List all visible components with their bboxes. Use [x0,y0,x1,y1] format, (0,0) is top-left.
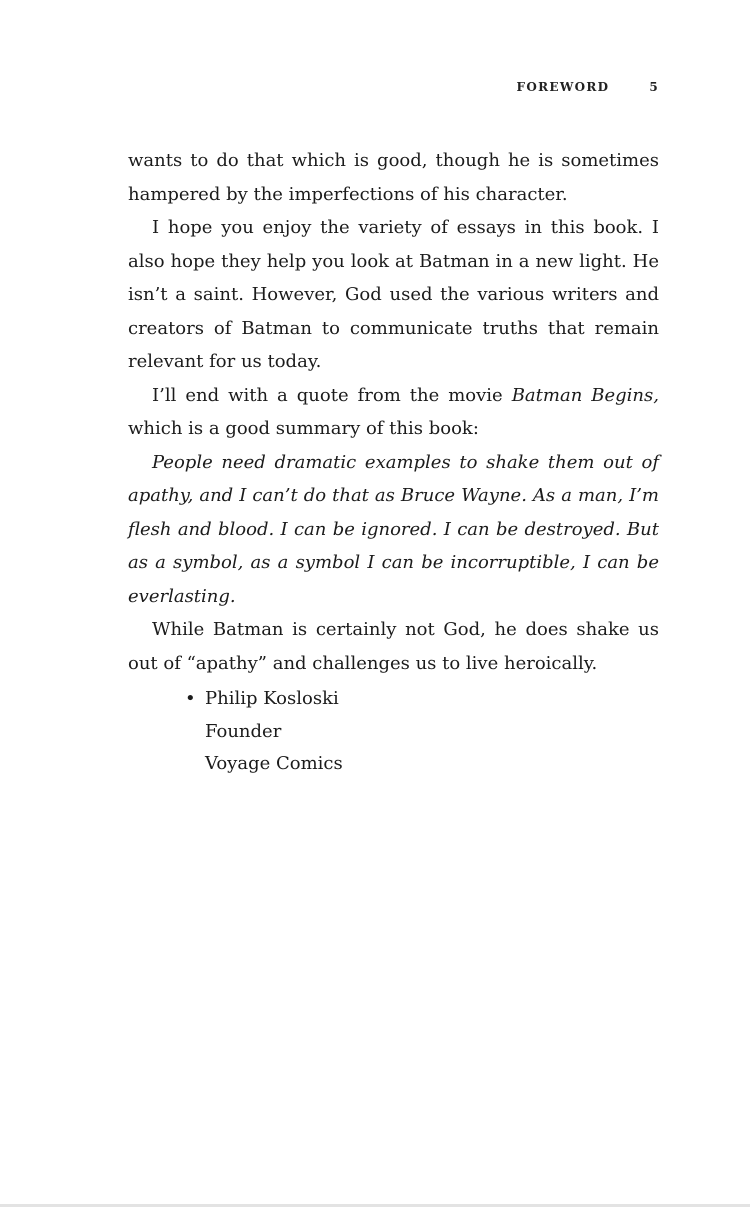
bullet-marker: • [185,688,196,709]
paragraph-hope: I hope you enjoy the variety of essays in this book. I also hope they help you look at Batman in a new light. He isn’t a saint. However, God used the various writers and creators of Batman to communicate truths that remain relevant for us today. [128,217,659,372]
paragraph-closing: While Batman is certainly not God, he does shake us out of “apathy” and challenges us to live heroically. [128,619,659,674]
page-number: 5 [649,80,659,94]
attribution-lines [205,683,343,781]
attribution-company: Voyage Comics [205,753,343,774]
body-text [128,144,659,680]
attribution-role: Founder [205,720,282,742]
running-header [128,0,659,94]
attribution-author: Philip Kosloski [205,688,339,709]
paragraph-quote-intro: I’ll end with a quote from the movie Batman Begins, which is a good summary of this book: [128,384,659,439]
quote-paragraph: People need dramatic examples to shake them out of apathy, and I can’t do that as Bruce Wayne. As a man, I’m flesh and blood. I can be ignored. I can be destroyed. But as a symbol, as a symbol I can be incorruptible, I can be everlasting. [128,451,659,607]
chapter-title: FOREWORD [516,80,610,94]
attribution [128,683,659,781]
paragraph-continuation: wants to do that which is good, though he is sometimes hampered by the imperfections of his character. [128,150,659,205]
